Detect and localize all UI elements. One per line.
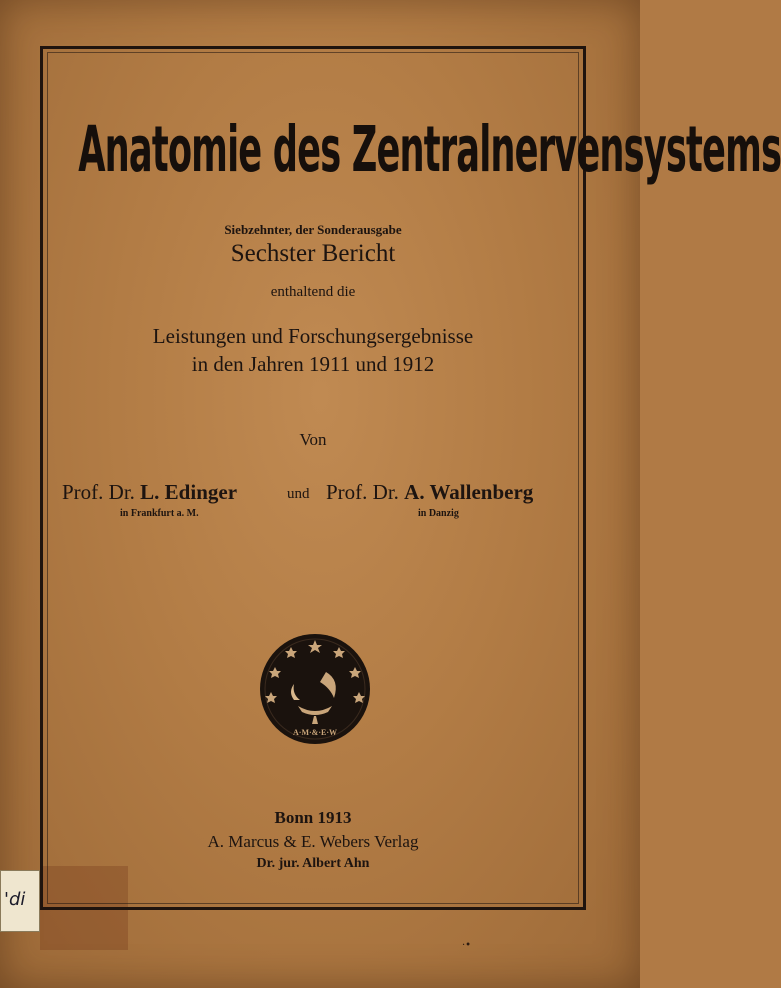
- author-1: [62, 480, 237, 505]
- publisher-name: A. Marcus & E. Webers Verlag: [207, 832, 419, 851]
- ink-speck: ·•: [462, 940, 472, 951]
- author-1-name: L. Edinger: [140, 480, 238, 504]
- seal-monogram: A·M·&·E·W: [293, 728, 337, 737]
- containing-line: enthaltend die: [270, 284, 356, 300]
- author-1-title: Prof. Dr.: [62, 480, 141, 504]
- author-2-name: A. Wallenberg: [404, 480, 534, 504]
- subject-line-1: Leistungen und Forschungsergebnisse: [152, 324, 474, 348]
- book-title: Anatomie des Zentralnervensystems: [78, 112, 781, 187]
- by-line: Von: [299, 430, 327, 449]
- publisher-seal-icon: [258, 632, 372, 746]
- edition-note: Siebzehnter, der Sonderausgabe: [224, 222, 402, 237]
- author-2-title: Prof. Dr.: [326, 480, 405, 504]
- author-2: [326, 480, 533, 505]
- report-number: Sechster Bericht: [230, 240, 396, 267]
- author-conjunction: und: [287, 486, 310, 502]
- publisher-owner: Dr. jur. Albert Ahn: [256, 856, 370, 871]
- library-label-text: 'di: [4, 889, 26, 910]
- author-1-location: in Frankfurt a. M.: [120, 508, 199, 519]
- author-2-location: in Danzig: [418, 508, 459, 519]
- place-year: Bonn 1913: [274, 808, 352, 827]
- subject-line-2: in den Jahren 1911 und 1912: [191, 352, 435, 376]
- library-label: [0, 870, 40, 932]
